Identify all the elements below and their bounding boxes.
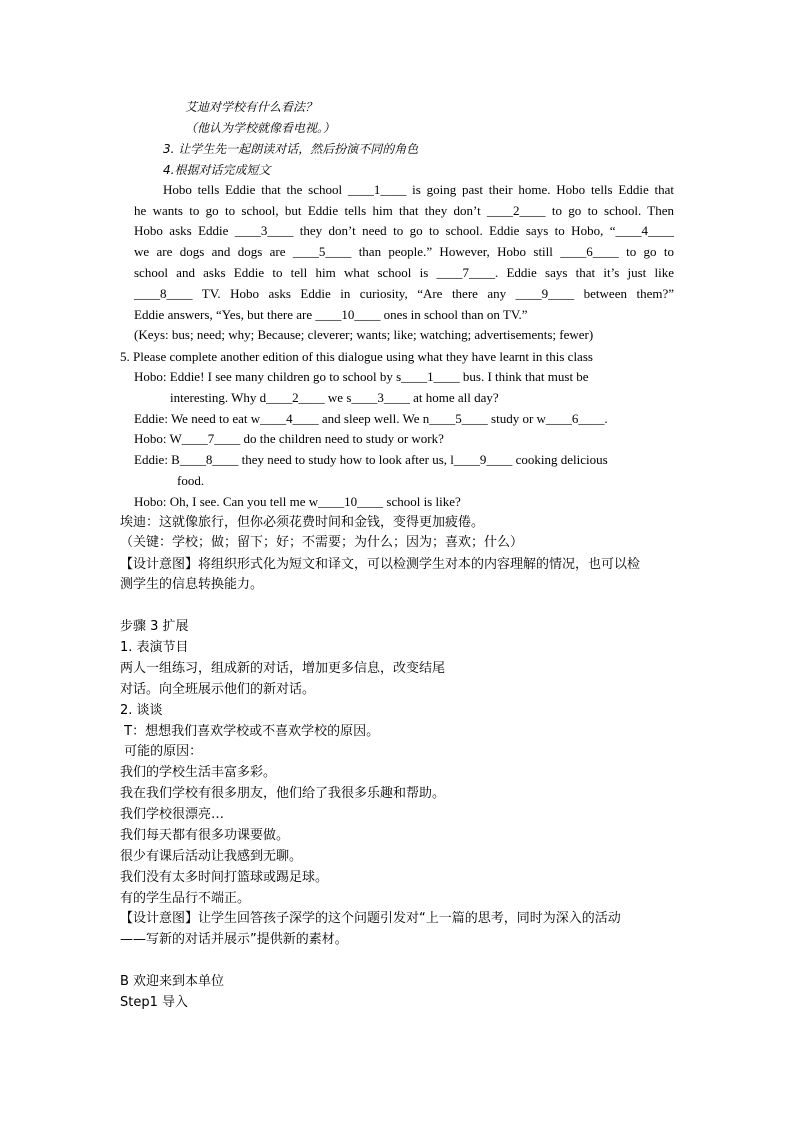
reason-line: 很少有课后活动让我感到无聊。 <box>120 849 303 864</box>
step-4-instruction: 4.根据对话完成短文 <box>163 163 271 177</box>
reason-line: 我们每天都有很多功课要做。 <box>120 828 290 843</box>
keys-line: (Keys: bus; need; why; Because; cleverer; wants; like; watching; advertisements; fewer) <box>134 327 594 342</box>
dialogue-line: Hobo: Oh, I see. Can you tell me w____10____ school is like? <box>134 494 461 509</box>
design-intent-line: 【设计意图】让学生回答孩子深学的这个问题引发对“上一篇的思考，同时为深入的活动 <box>120 911 621 926</box>
extend-line: 2. 谈谈 <box>120 703 163 718</box>
dialogue-line: Eddie: We need to eat w____4____ and sleep well. We n____5____ study or w____6____. <box>134 411 608 426</box>
translation-line: 埃迪：这就像旅行，但你必须花费时间和金钱，变得更加疲倦。 <box>120 515 485 530</box>
dialogue-line: Eddie: B____8____ they need to study how to look after us, l____9____ cooking delicious <box>134 452 608 467</box>
design-intent-line: 测学生的信息转换能力。 <box>120 577 264 592</box>
answer-line: （他认为学校就像看电视。） <box>185 121 336 135</box>
extend-line: 1. 表演节目 <box>120 640 189 655</box>
reason-line: 我们的学校生活丰富多彩。 <box>120 765 277 780</box>
reason-line: 我们没有太多时间打篮球或踢足球。 <box>120 870 329 885</box>
dialogue-line: interesting. Why d____2____ we s____3____ at home all day? <box>170 390 499 405</box>
extend-line: T：想想我们喜欢学校或不喜欢学校的原因。 <box>120 724 380 739</box>
dialogue-line: Hobo: W____7____ do the children need to study or work? <box>134 431 444 446</box>
design-intent-line: ——写新的对话并展示”提供新的素材。 <box>120 932 348 947</box>
extend-line: 对话。向全班展示他们的新对话。 <box>120 682 316 697</box>
passage-line: Eddie answers, “Yes, but there are ____10____ ones in school than on TV.” <box>134 307 528 322</box>
keys-zh-line: （关键：学校；做；留下；好；不需要；为什么；因为；喜欢；什么） <box>120 535 524 550</box>
reason-line: 我在我们学校有很多朋友，他们给了我很多乐趣和帮助。 <box>120 786 446 801</box>
passage-line: Hobo tells Eddie that the school ____1____ is going past their home. Hobo tells Eddie that <box>163 182 674 197</box>
extend-line: 两人一组练习，组成新的对话，增加更多信息，改变结尾 <box>120 661 446 676</box>
step-3-heading: 步骤 3 扩展 <box>120 619 189 634</box>
reason-line: 我们学校很漂亮… <box>120 807 225 822</box>
design-intent-line: 【设计意图】将组织形式化为短文和译文，可以检测学生对本的内容理解的情况，也可以检 <box>120 557 641 572</box>
passage-line: he wants to go to school, but Eddie tells him that they don’t ____2____ to go to school. Then <box>134 203 674 218</box>
step-3-instruction: 3. 让学生先一起朗读对话，然后扮演不同的角色 <box>163 142 419 156</box>
passage-line: ____8____ TV. Hobo asks Eddie in curiosity, “Are there any ____9____ between them?” <box>134 286 674 301</box>
section-b-title: B 欢迎来到本单位 <box>120 974 225 989</box>
dialogue-line: Hobo: Eddie! I see many children go to school by s____1____ bus. I think that must be <box>134 369 589 384</box>
passage-line: school and asks Eddie to tell him what school is ____7____. Eddie says that it’s just like <box>134 265 674 280</box>
reason-line: 有的学生品行不端正。 <box>120 891 251 906</box>
step-1-heading: Step1 导入 <box>120 995 189 1010</box>
extend-line: 可能的原因： <box>120 744 203 759</box>
passage-line: we are dogs and dogs are ____5____ than people.” However, Hobo still ____6____ to go to <box>134 244 674 259</box>
passage-line: Hobo asks Eddie ____3____ they don’t need to go to school. Eddie says to Hobo, “____4____ <box>134 223 674 238</box>
dialogue-line: food. <box>177 473 205 488</box>
exercise-5-title: 5. Please complete another edition of this dialogue using what they have learnt in this class <box>120 349 593 364</box>
question-line: 艾迪对学校有什么看法？ <box>185 100 318 114</box>
